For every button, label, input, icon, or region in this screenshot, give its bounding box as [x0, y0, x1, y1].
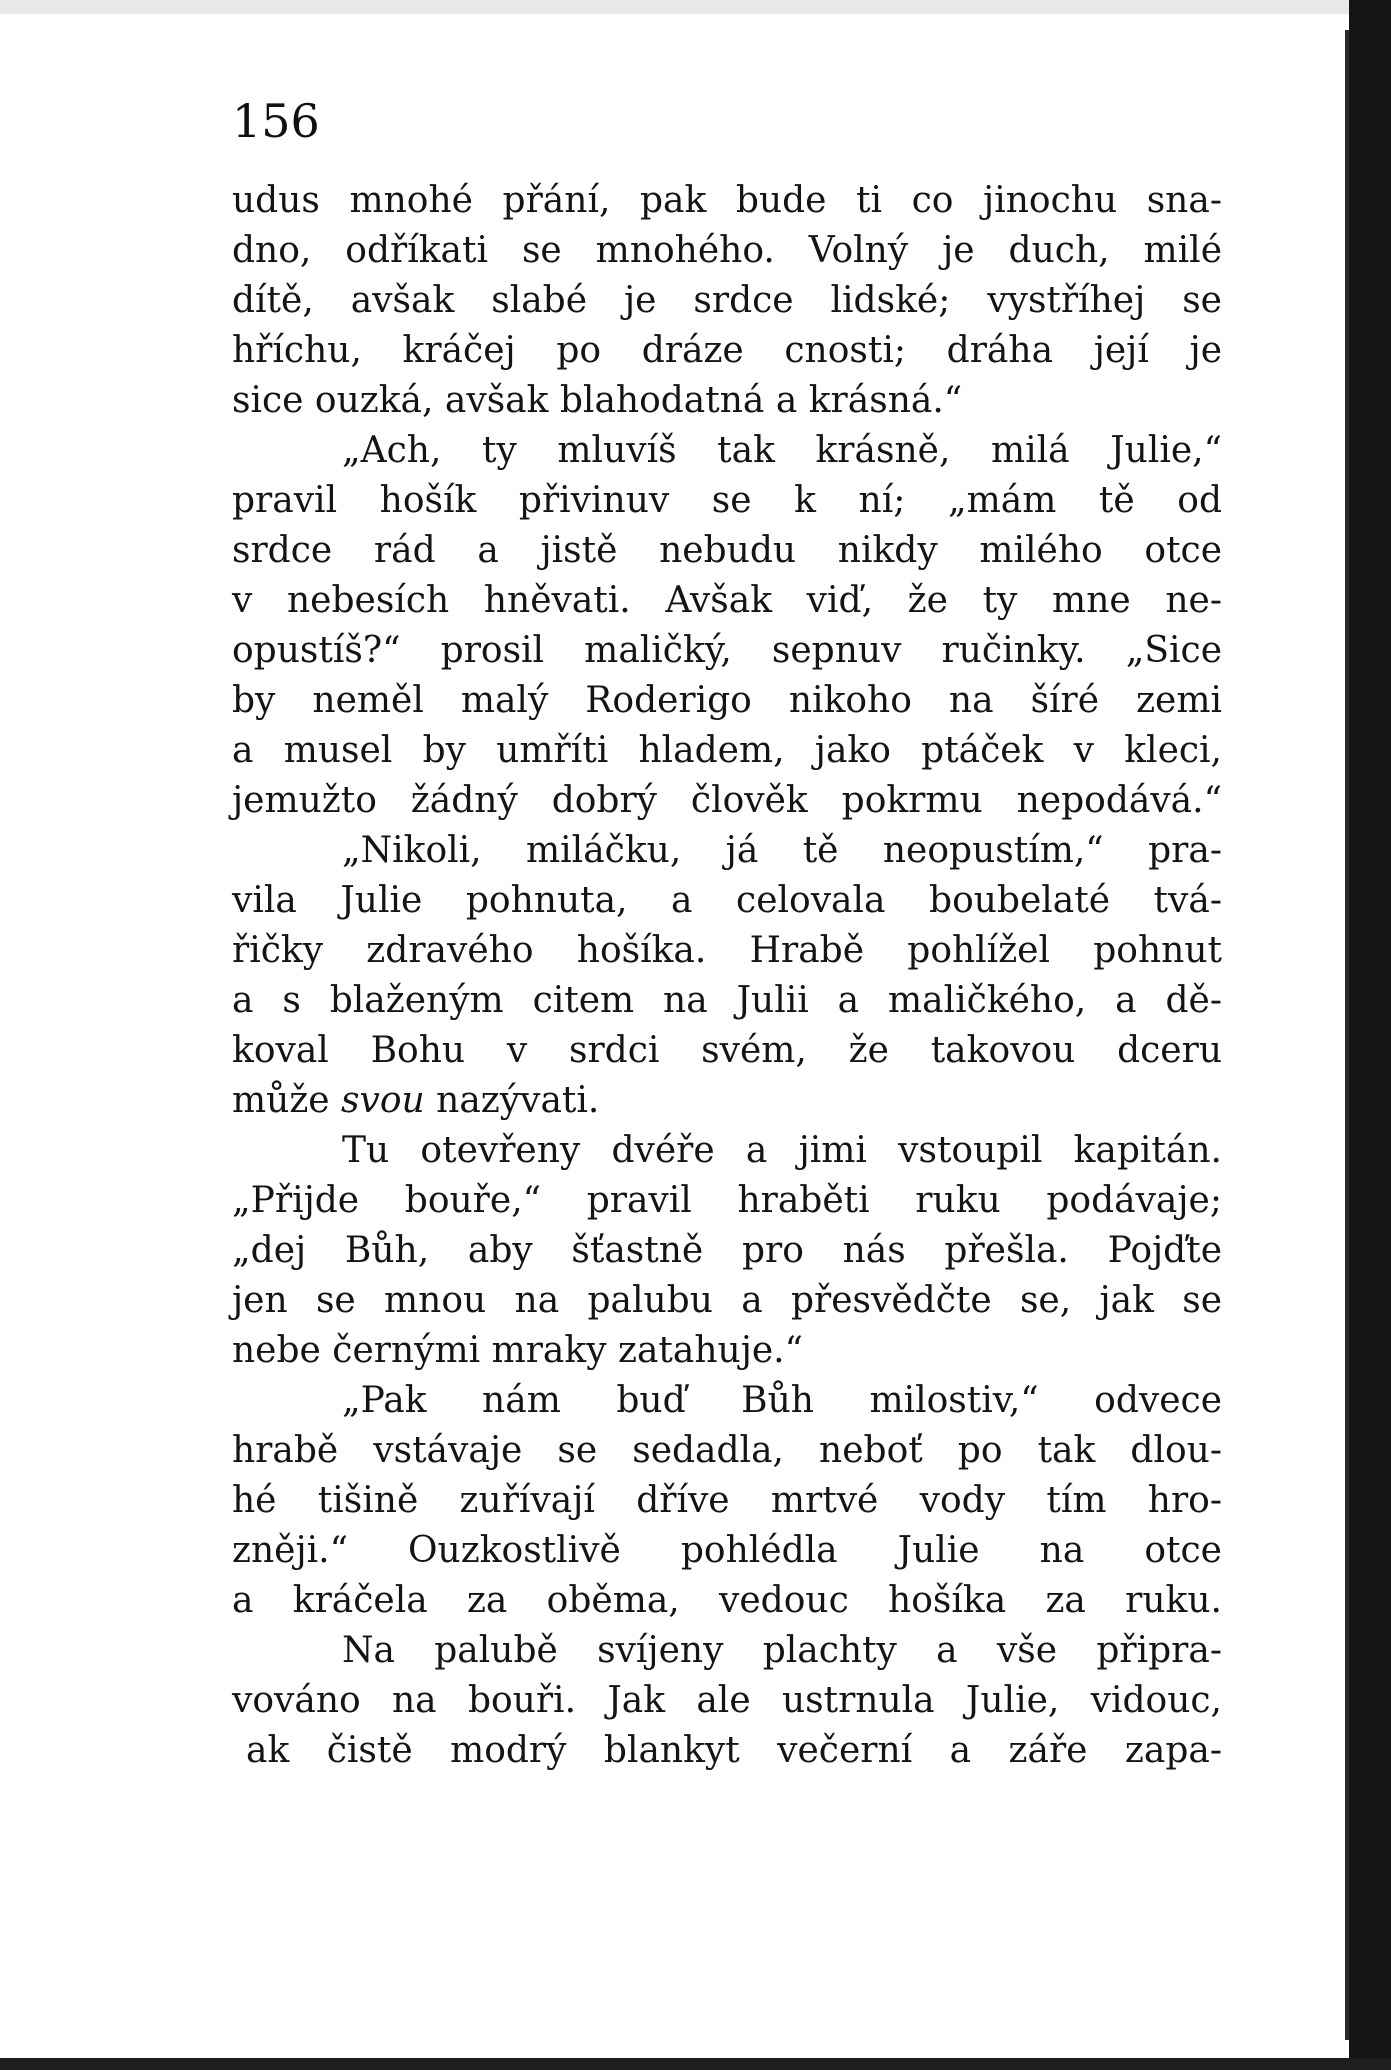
text-line: koval Bohu v srdci svém, že takovou dceru [232, 1030, 1222, 1071]
scan-right-edge [1349, 0, 1391, 2070]
text-line: „Ach, ty mluvíš tak krásně, milá Julie,“ [342, 430, 1222, 471]
page-number: 156 [232, 94, 320, 148]
text-line: v nebesích hněvati. Avšak viď, že ty mne ne- [232, 580, 1222, 621]
text-line: vila Julie pohnuta, a celovala boubelaté tvá- [232, 880, 1222, 921]
text-line-with-emphasis [232, 1076, 1222, 1126]
text-line: zněji.“ Ouzkostlivě pohlédla Julie na otce [232, 1530, 1222, 1571]
scan-top-edge [0, 0, 1391, 14]
text-line: „Přijde bouře,“ pravil hraběti ruku podávaje; [232, 1180, 1222, 1221]
text-line: „Pak nám buď Bůh milostiv,“ odvece [342, 1380, 1222, 1421]
text-line: pravil hošík přivinuv se k ní; „mám tě od [232, 480, 1222, 521]
text-line: jen se mnou na palubu a přesvědčte se, jak se [232, 1280, 1222, 1321]
text-line: „dej Bůh, aby šťastně pro nás přešla. Pojďte [232, 1230, 1222, 1271]
body-text [232, 176, 1222, 1776]
text-line: Tu otevřeny dvéře a jimi vstoupil kapitán. [342, 1130, 1222, 1171]
text-line: dno, odříkati se mnohého. Volný je duch, milé [232, 230, 1222, 271]
text-line: řičky zdravého hošíka. Hrabě pohlížel pohnut [232, 930, 1222, 971]
text-line: hrabě vstávaje se sedadla, neboť po tak dlou- [232, 1430, 1222, 1471]
text-line: a kráčela za oběma, vedouc hošíka za ruku. [232, 1580, 1222, 1621]
text-line: udus mnohé přání, pak bude ti co jinochu sna- [232, 180, 1222, 221]
text-line: ak čistě modrý blankyt večerní a záře zapa- [246, 1730, 1222, 1771]
text-line: „Nikoli, miláčku, já tě neopustím,“ pra- [342, 830, 1222, 871]
text-segment: může [232, 1080, 342, 1121]
scan-bottom-edge [0, 2058, 1391, 2070]
text-line: jemužto žádný dobrý člověk pokrmu nepodává.“ [232, 780, 1222, 821]
text-line: by neměl malý Roderigo nikoho na šíré zemi [232, 680, 1222, 721]
text-line: hříchu, kráčej po dráze cnosti; dráha její je [232, 330, 1222, 371]
text-line: opustíš?“ prosil maličký, sepnuv ručinky. „Sice [232, 630, 1222, 671]
emphasized-word: svou [341, 1080, 425, 1121]
text-line: a musel by umříti hladem, jako ptáček v kleci, [232, 730, 1222, 771]
scan-right-edge-shadow [1345, 30, 1349, 2040]
text-segment: nazývati. [424, 1080, 600, 1121]
text-line: Na palubě svíjeny plachty a vše připra- [342, 1630, 1222, 1671]
text-line: nebe černými mraky zatahuje.“ [232, 1330, 804, 1371]
text-line: vováno na bouři. Jak ale ustrnula Julie, vidouc, [232, 1680, 1222, 1721]
text-line: a s blaženým citem na Julii a maličkého, a dě- [232, 980, 1222, 1021]
text-line: hé tišině zuřívají dříve mrtvé vody tím hro- [232, 1480, 1222, 1521]
text-line: sice ouzká, avšak blahodatná a krásná.“ [232, 380, 963, 421]
text-line: srdce rád a jistě nebudu nikdy milého otce [232, 530, 1222, 571]
text-line: dítě, avšak slabé je srdce lidské; vystříhej se [232, 280, 1222, 321]
